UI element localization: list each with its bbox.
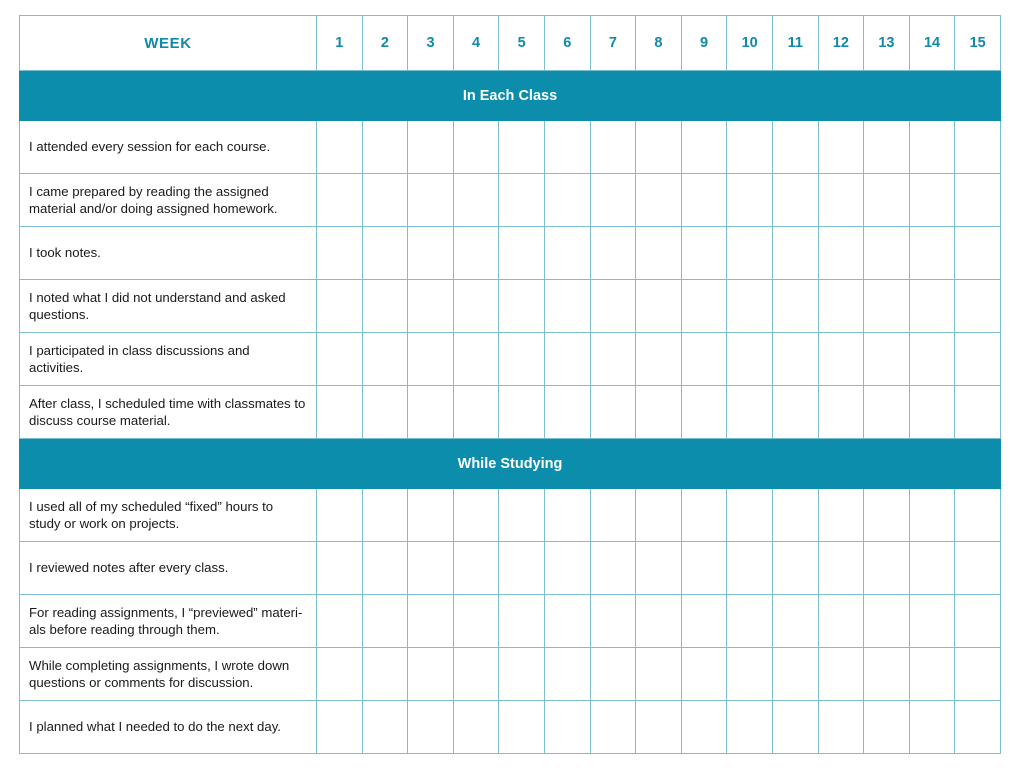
checkbox-cell-week-8[interactable] (636, 489, 682, 542)
checkbox-cell-week-15[interactable] (955, 121, 1001, 174)
checkbox-cell-week-8[interactable] (636, 333, 682, 386)
checkbox-cell-week-4[interactable] (453, 386, 499, 439)
weekly-checklist-table (19, 15, 1001, 754)
checkbox-cell-week-13[interactable] (864, 121, 910, 174)
checkbox-cell-week-7[interactable] (590, 174, 636, 227)
checkbox-cell-week-14[interactable] (909, 542, 955, 595)
checkbox-cell-week-1[interactable] (317, 386, 363, 439)
table-row (20, 174, 1001, 227)
checklist-item-label (20, 174, 317, 227)
checkbox-cell-week-5[interactable] (499, 648, 545, 701)
checkbox-cell-week-10[interactable] (727, 542, 773, 595)
checkbox-cell-week-12[interactable] (818, 648, 864, 701)
table-row (20, 701, 1001, 754)
checkbox-cell-week-5[interactable] (499, 280, 545, 333)
week-header-4: 4 (453, 16, 499, 71)
week-header-11: 11 (772, 16, 818, 71)
checkbox-cell-week-12[interactable] (818, 280, 864, 333)
checkbox-cell-week-15[interactable] (955, 333, 1001, 386)
checkbox-cell-week-3[interactable] (408, 227, 454, 280)
week-header-7: 7 (590, 16, 636, 71)
checkbox-cell-week-3[interactable] (408, 701, 454, 754)
checklist-item-label (20, 386, 317, 439)
checkbox-cell-week-15[interactable] (955, 701, 1001, 754)
checkbox-cell-week-14[interactable] (909, 333, 955, 386)
checkbox-cell-week-8[interactable] (636, 174, 682, 227)
checkbox-cell-week-14[interactable] (909, 386, 955, 439)
checkbox-cell-week-4[interactable] (453, 280, 499, 333)
checkbox-cell-week-8[interactable] (636, 701, 682, 754)
week-header-12: 12 (818, 16, 864, 71)
table-row (20, 489, 1001, 542)
checkbox-cell-week-7[interactable] (590, 280, 636, 333)
checkbox-cell-week-8[interactable] (636, 386, 682, 439)
checkbox-cell-week-11[interactable] (772, 386, 818, 439)
checkbox-cell-week-14[interactable] (909, 227, 955, 280)
checkbox-cell-week-3[interactable] (408, 280, 454, 333)
checkbox-cell-week-2[interactable] (362, 174, 408, 227)
checkbox-cell-week-2[interactable] (362, 542, 408, 595)
checklist-item-label (20, 648, 317, 701)
checkbox-cell-week-10[interactable] (727, 121, 773, 174)
checklist-item-label (20, 280, 317, 333)
table-row (20, 386, 1001, 439)
checkbox-cell-week-14[interactable] (909, 174, 955, 227)
checkbox-cell-week-10[interactable] (727, 333, 773, 386)
checkbox-cell-week-7[interactable] (590, 227, 636, 280)
checkbox-cell-week-4[interactable] (453, 489, 499, 542)
checkbox-cell-week-1[interactable] (317, 542, 363, 595)
week-column-header: WEEK (20, 16, 317, 71)
checkbox-cell-week-12[interactable] (818, 701, 864, 754)
checkbox-cell-week-11[interactable] (772, 542, 818, 595)
checkbox-cell-week-11[interactable] (772, 333, 818, 386)
checkbox-cell-week-14[interactable] (909, 701, 955, 754)
checkbox-cell-week-12[interactable] (818, 333, 864, 386)
checkbox-cell-week-12[interactable] (818, 121, 864, 174)
checkbox-cell-week-12[interactable] (818, 174, 864, 227)
checkbox-cell-week-2[interactable] (362, 489, 408, 542)
checklist-item-text: I took notes. (29, 245, 101, 261)
checkbox-cell-week-15[interactable] (955, 542, 1001, 595)
checkbox-cell-week-6[interactable] (544, 542, 590, 595)
checkbox-cell-week-8[interactable] (636, 542, 682, 595)
section-header-row (20, 439, 1001, 489)
checkbox-cell-week-2[interactable] (362, 595, 408, 648)
week-header-13: 13 (864, 16, 910, 71)
checkbox-cell-week-1[interactable] (317, 701, 363, 754)
checkbox-cell-week-10[interactable] (727, 595, 773, 648)
checklist-item-label (20, 121, 317, 174)
checkbox-cell-week-3[interactable] (408, 121, 454, 174)
checkbox-cell-week-9[interactable] (681, 489, 727, 542)
checkbox-cell-week-2[interactable] (362, 227, 408, 280)
checkbox-cell-week-1[interactable] (317, 595, 363, 648)
checkbox-cell-week-6[interactable] (544, 227, 590, 280)
week-header-9: 9 (681, 16, 727, 71)
checklist-item-label (20, 542, 317, 595)
checkbox-cell-week-14[interactable] (909, 280, 955, 333)
week-header-6: 6 (544, 16, 590, 71)
checkbox-cell-week-7[interactable] (590, 595, 636, 648)
table-row (20, 227, 1001, 280)
checkbox-cell-week-4[interactable] (453, 542, 499, 595)
checkbox-cell-week-7[interactable] (590, 489, 636, 542)
week-header-15: 15 (955, 16, 1001, 71)
checkbox-cell-week-13[interactable] (864, 333, 910, 386)
checklist-item-label (20, 489, 317, 542)
week-header-10: 10 (727, 16, 773, 71)
checkbox-cell-week-4[interactable] (453, 333, 499, 386)
checkbox-cell-week-12[interactable] (818, 386, 864, 439)
week-header-3: 3 (408, 16, 454, 71)
checkbox-cell-week-7[interactable] (590, 648, 636, 701)
checkbox-cell-week-12[interactable] (818, 595, 864, 648)
checkbox-cell-week-9[interactable] (681, 386, 727, 439)
checkbox-cell-week-2[interactable] (362, 701, 408, 754)
checkbox-cell-week-11[interactable] (772, 595, 818, 648)
checkbox-cell-week-11[interactable] (772, 227, 818, 280)
checkbox-cell-week-4[interactable] (453, 174, 499, 227)
checkbox-cell-week-5[interactable] (499, 386, 545, 439)
checkbox-cell-week-1[interactable] (317, 489, 363, 542)
checkbox-cell-week-1[interactable] (317, 333, 363, 386)
table-row (20, 333, 1001, 386)
checklist-item-text: While completing assignments, I wrote down questions or comments for discussion. (29, 657, 290, 690)
checkbox-cell-week-11[interactable] (772, 701, 818, 754)
checklist-item-text: I participated in class discussions and activities. (29, 342, 250, 375)
table-body (20, 71, 1001, 754)
checkbox-cell-week-2[interactable] (362, 280, 408, 333)
checkbox-cell-week-1[interactable] (317, 227, 363, 280)
checkbox-cell-week-14[interactable] (909, 121, 955, 174)
checklist-item-text: I noted what I did not understand and asked questions. (29, 289, 286, 322)
checkbox-cell-week-1[interactable] (317, 174, 363, 227)
checkbox-cell-week-9[interactable] (681, 174, 727, 227)
checkbox-cell-week-15[interactable] (955, 489, 1001, 542)
checklist-item-label (20, 701, 317, 754)
checkbox-cell-week-13[interactable] (864, 648, 910, 701)
checkbox-cell-week-9[interactable] (681, 333, 727, 386)
table-row (20, 595, 1001, 648)
checkbox-cell-week-11[interactable] (772, 174, 818, 227)
checkbox-cell-week-6[interactable] (544, 489, 590, 542)
checkbox-cell-week-13[interactable] (864, 280, 910, 333)
checkbox-cell-week-4[interactable] (453, 595, 499, 648)
table-row (20, 648, 1001, 701)
checkbox-cell-week-3[interactable] (408, 595, 454, 648)
checkbox-cell-week-14[interactable] (909, 595, 955, 648)
checklist-item-text: I planned what I needed to do the next day. (29, 719, 281, 735)
checkbox-cell-week-13[interactable] (864, 542, 910, 595)
checklist-item-text: I reviewed notes after every class. (29, 560, 229, 576)
checkbox-cell-week-5[interactable] (499, 489, 545, 542)
checkbox-cell-week-7[interactable] (590, 386, 636, 439)
checkbox-cell-week-5[interactable] (499, 333, 545, 386)
checkbox-cell-week-13[interactable] (864, 386, 910, 439)
checkbox-cell-week-5[interactable] (499, 542, 545, 595)
week-header-14: 14 (909, 16, 955, 71)
checkbox-cell-week-9[interactable] (681, 595, 727, 648)
checklist-item-label (20, 227, 317, 280)
checkbox-cell-week-10[interactable] (727, 489, 773, 542)
checkbox-cell-week-6[interactable] (544, 121, 590, 174)
table-header (20, 16, 1001, 71)
section-header-row (20, 71, 1001, 121)
checkbox-cell-week-11[interactable] (772, 280, 818, 333)
checkbox-cell-week-7[interactable] (590, 121, 636, 174)
checkbox-cell-week-5[interactable] (499, 595, 545, 648)
checkbox-cell-week-9[interactable] (681, 648, 727, 701)
section-title: While Studying (20, 439, 1001, 489)
week-header-8: 8 (636, 16, 682, 71)
checkbox-cell-week-12[interactable] (818, 227, 864, 280)
checkbox-cell-week-15[interactable] (955, 386, 1001, 439)
checkbox-cell-week-1[interactable] (317, 121, 363, 174)
checkbox-cell-week-6[interactable] (544, 386, 590, 439)
checkbox-cell-week-9[interactable] (681, 227, 727, 280)
checkbox-cell-week-3[interactable] (408, 386, 454, 439)
checklist-item-text: I came prepared by reading the assigned material and/or doing assigned homework. (29, 183, 278, 216)
table-row (20, 280, 1001, 333)
checkbox-cell-week-9[interactable] (681, 542, 727, 595)
checklist-item-label (20, 333, 317, 386)
checkbox-cell-week-7[interactable] (590, 333, 636, 386)
checkbox-cell-week-13[interactable] (864, 227, 910, 280)
checkbox-cell-week-9[interactable] (681, 121, 727, 174)
checkbox-cell-week-10[interactable] (727, 174, 773, 227)
checkbox-cell-week-2[interactable] (362, 121, 408, 174)
checklist-item-text: For reading assignments, I “previewed” materi-als before reading through them. (29, 604, 303, 637)
checkbox-cell-week-1[interactable] (317, 648, 363, 701)
checkbox-cell-week-8[interactable] (636, 227, 682, 280)
checklist-item-text: After class, I scheduled time with classmates to discuss course material. (29, 395, 306, 428)
checkbox-cell-week-3[interactable] (408, 648, 454, 701)
checkbox-cell-week-13[interactable] (864, 489, 910, 542)
checkbox-cell-week-13[interactable] (864, 701, 910, 754)
checkbox-cell-week-12[interactable] (818, 489, 864, 542)
checkbox-cell-week-12[interactable] (818, 542, 864, 595)
checkbox-cell-week-5[interactable] (499, 227, 545, 280)
checkbox-cell-week-8[interactable] (636, 595, 682, 648)
checkbox-cell-week-8[interactable] (636, 121, 682, 174)
checkbox-cell-week-5[interactable] (499, 701, 545, 754)
table-row (20, 542, 1001, 595)
checklist-sheet (19, 15, 1001, 754)
checklist-item-text: I attended every session for each course. (29, 139, 271, 155)
checkbox-cell-week-13[interactable] (864, 595, 910, 648)
checkbox-cell-week-11[interactable] (772, 121, 818, 174)
checkbox-cell-week-3[interactable] (408, 542, 454, 595)
checkbox-cell-week-15[interactable] (955, 227, 1001, 280)
section-title: In Each Class (20, 71, 1001, 121)
week-header-1: 1 (317, 16, 363, 71)
checkbox-cell-week-13[interactable] (864, 174, 910, 227)
checkbox-cell-week-4[interactable] (453, 701, 499, 754)
checkbox-cell-week-11[interactable] (772, 648, 818, 701)
checkbox-cell-week-6[interactable] (544, 595, 590, 648)
checkbox-cell-week-8[interactable] (636, 648, 682, 701)
checkbox-cell-week-10[interactable] (727, 648, 773, 701)
week-header-5: 5 (499, 16, 545, 71)
checkbox-cell-week-3[interactable] (408, 333, 454, 386)
checkbox-cell-week-6[interactable] (544, 280, 590, 333)
checkbox-cell-week-3[interactable] (408, 489, 454, 542)
checkbox-cell-week-8[interactable] (636, 280, 682, 333)
checklist-item-text: I used all of my scheduled “fixed” hours to study or work on projects. (29, 498, 274, 531)
checkbox-cell-week-2[interactable] (362, 386, 408, 439)
checkbox-cell-week-10[interactable] (727, 280, 773, 333)
checkbox-cell-week-6[interactable] (544, 333, 590, 386)
checkbox-cell-week-15[interactable] (955, 595, 1001, 648)
checkbox-cell-week-9[interactable] (681, 280, 727, 333)
checkbox-cell-week-6[interactable] (544, 648, 590, 701)
checkbox-cell-week-2[interactable] (362, 333, 408, 386)
checkbox-cell-week-1[interactable] (317, 280, 363, 333)
checkbox-cell-week-2[interactable] (362, 648, 408, 701)
checkbox-cell-week-7[interactable] (590, 542, 636, 595)
header-row (20, 16, 1001, 71)
checkbox-cell-week-15[interactable] (955, 174, 1001, 227)
checkbox-cell-week-4[interactable] (453, 121, 499, 174)
checklist-item-label (20, 595, 317, 648)
checkbox-cell-week-4[interactable] (453, 227, 499, 280)
table-row (20, 121, 1001, 174)
checkbox-cell-week-4[interactable] (453, 648, 499, 701)
checkbox-cell-week-14[interactable] (909, 648, 955, 701)
checkbox-cell-week-5[interactable] (499, 174, 545, 227)
checkbox-cell-week-11[interactable] (772, 489, 818, 542)
checkbox-cell-week-10[interactable] (727, 386, 773, 439)
checkbox-cell-week-3[interactable] (408, 174, 454, 227)
checkbox-cell-week-6[interactable] (544, 701, 590, 754)
checkbox-cell-week-15[interactable] (955, 648, 1001, 701)
checkbox-cell-week-5[interactable] (499, 121, 545, 174)
checkbox-cell-week-10[interactable] (727, 227, 773, 280)
checkbox-cell-week-7[interactable] (590, 701, 636, 754)
checkbox-cell-week-9[interactable] (681, 701, 727, 754)
checkbox-cell-week-15[interactable] (955, 280, 1001, 333)
week-header-2: 2 (362, 16, 408, 71)
checkbox-cell-week-10[interactable] (727, 701, 773, 754)
checkbox-cell-week-6[interactable] (544, 174, 590, 227)
checkbox-cell-week-14[interactable] (909, 489, 955, 542)
